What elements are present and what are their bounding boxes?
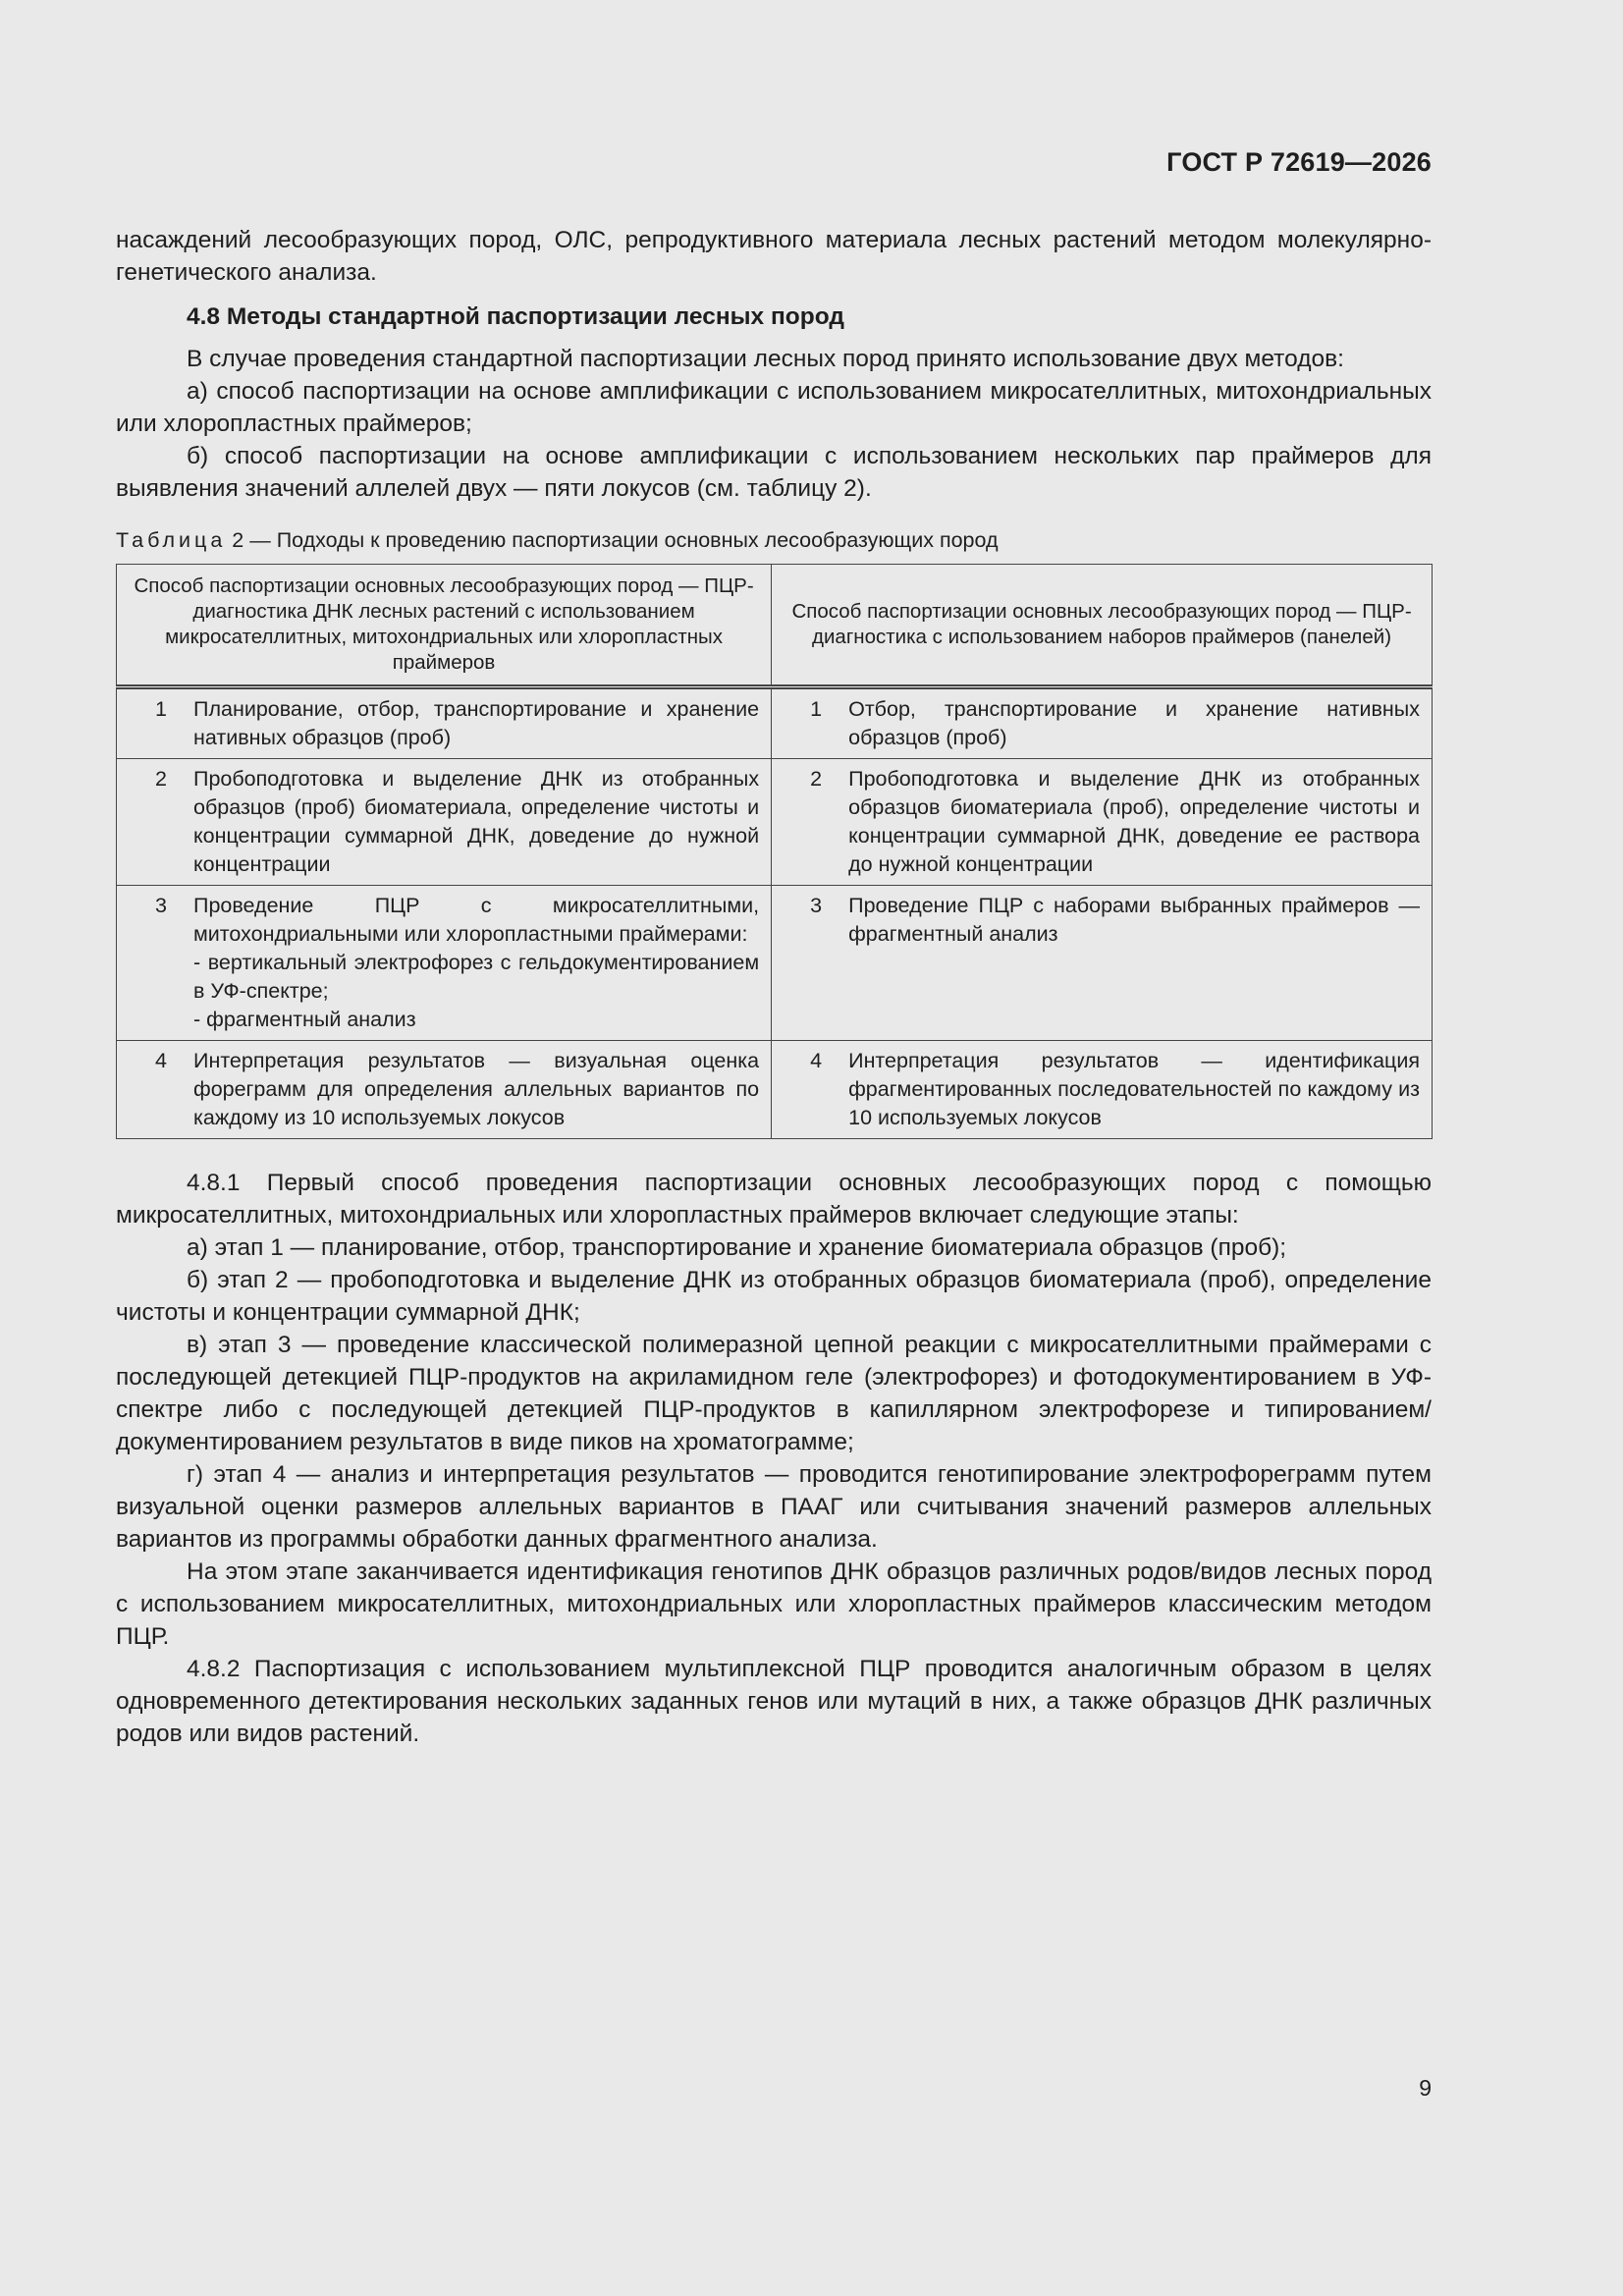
row-step-text: Пробоподготовка и выделение ДНК из отобранных образцов биоматериала (проб), определение чистоты и концентрации суммарной ДНК, доведение ее раствора до нужной концентрации xyxy=(848,759,1432,886)
subsection-481-intro: 4.8.1 Первый способ проведения паспортизации основных лесообразующих пород с помощью микросателлитных, митохондриальных или хлоропластных праймеров включает следующие этапы: xyxy=(116,1170,1432,1229)
row-number: 4 xyxy=(772,1041,849,1139)
row-step-text: Пробоподготовка и выделение ДНК из отобранных образцов (проб) биоматериала, определение чистоты и концентрации суммарной ДНК, доведение до нужной концентрации xyxy=(193,759,772,886)
table-header-row xyxy=(117,565,1433,687)
row-step-text: Планирование, отбор, транспортирование и хранение нативных образцов (проб) xyxy=(193,687,772,759)
row-number: 1 xyxy=(117,687,194,759)
document-code: ГОСТ Р 72619—2026 xyxy=(1166,147,1432,177)
row-number: 3 xyxy=(117,886,194,1041)
row-number: 1 xyxy=(772,687,849,759)
section-heading: 4.8 Методы стандартной паспортизации лесных пород xyxy=(187,303,844,330)
row-step-text: Отбор, транспортирование и хранение нативных образцов (проб) xyxy=(848,687,1432,759)
subsection-481-item-d: г) этап 4 — анализ и интерпретация результатов — проводится генотипирование электрофореграмм путем визуальной оценки размеров аллельных вариантов в ПААГ или считывания значений размеров аллельных вариантов из программы обработки данных фрагментного анализа. xyxy=(116,1461,1432,1553)
row-number: 2 xyxy=(117,759,194,886)
methods-table xyxy=(116,564,1433,1139)
row-substep-text: - вертикальный электрофорез с гельдокументированием в УФ-спектре; xyxy=(193,951,760,1003)
section-item-a: а) способ паспортизации на основе амплификации с использованием микросателлитных, митохондриальных или хлоропластных праймеров; xyxy=(116,378,1432,437)
table-row xyxy=(117,687,1433,759)
subsection-482-paragraph: 4.8.2 Паспортизация с использованием мультиплексной ПЦР проводится аналогичным образом в целях одновременного детектирования нескольких заданных генов или мутаций в них, а также образцов ДНК различных родов или видов растений. xyxy=(116,1656,1432,1747)
section-paragraph: В случае проведения стандартной паспортизации лесных пород принято использование двух методов: xyxy=(187,346,1344,372)
row-number: 2 xyxy=(772,759,849,886)
subsection-481-item-a: а) этап 1 — планирование, отбор, транспортирование и хранение биоматериала образцов (проб); xyxy=(187,1234,1287,1261)
table-row xyxy=(117,1041,1433,1139)
page-number: 9 xyxy=(1419,2075,1432,2101)
row-number: 3 xyxy=(772,886,849,1041)
table-caption-label: Таблица xyxy=(116,528,227,552)
row-substep-text: - фрагментный анализ xyxy=(193,1008,416,1031)
subsection-481-item-b: б) этап 2 — пробоподготовка и выделение ДНК из отобранных образцов биоматериала (проб), определение чистоты и концентрации суммарной ДНК; xyxy=(116,1267,1432,1326)
table-row xyxy=(117,886,1433,1041)
table-caption xyxy=(116,526,1432,554)
row-step-text: Проведение ПЦР с наборами выбранных праймеров — фрагментный анализ xyxy=(848,886,1432,1041)
subsection-481-item-c: в) этап 3 — проведение классической полимеразной цепной реакции с микросателлитными праймерами с последующей детекцией ПЦР-продуктов на акриламидном геле (электрофорез) и фотодокументированием в УФ-спектре либо с последующей детекцией ПЦР-продуктов в капиллярном электрофорезе и типированием/документированием результатов в виде пиков на хроматограмме; xyxy=(116,1332,1432,1455)
row-step-text: Интерпретация результатов — визуальная оценка форeграмм для определения аллельных вариантов по каждому из 10 используемых локусов xyxy=(193,1041,772,1139)
row-step-text: Проведение ПЦР с микросателлитными, митохондриальными или хлоропластными праймерами: xyxy=(193,894,760,946)
row-step-text: Интерпретация результатов — идентификация фрагментированных последовательностей по каждому из 10 используемых локусов xyxy=(848,1041,1432,1139)
table-row xyxy=(117,759,1433,886)
section-item-b: б) способ паспортизации на основе амплификации с использованием нескольких пар праймеров для выявления значений аллелей двух — пяти локусов (см. таблицу 2). xyxy=(116,443,1432,502)
row-number: 4 xyxy=(117,1041,194,1139)
table-header-method-1: Способ паспортизации основных лесообразующих пород — ПЦР-диагностика ДНК лесных растений с использованием микросателлитных, митохондриальных или хлоропластных праймеров xyxy=(117,565,772,687)
row-step-cell xyxy=(193,886,772,1041)
table-header-method-2: Способ паспортизации основных лесообразующих пород — ПЦР-диагностика с использованием наборов праймеров (панелей) xyxy=(772,565,1433,687)
subsection-481-conclusion: На этом этапе заканчивается идентификация генотипов ДНК образцов различных родов/видов лесных пород с использованием микросателлитных, митохондриальных или хлоропластных праймеров классическим методом ПЦР. xyxy=(116,1558,1432,1650)
intro-continuation: насаждений лесообразующих пород, ОЛС, репродуктивного материала лесных растений методом молекулярно-генетического анализа. xyxy=(116,227,1432,286)
table-caption-text: 2 — Подходы к проведению паспортизации основных лесообразующих пород xyxy=(226,528,999,552)
page-content xyxy=(116,224,1432,1750)
